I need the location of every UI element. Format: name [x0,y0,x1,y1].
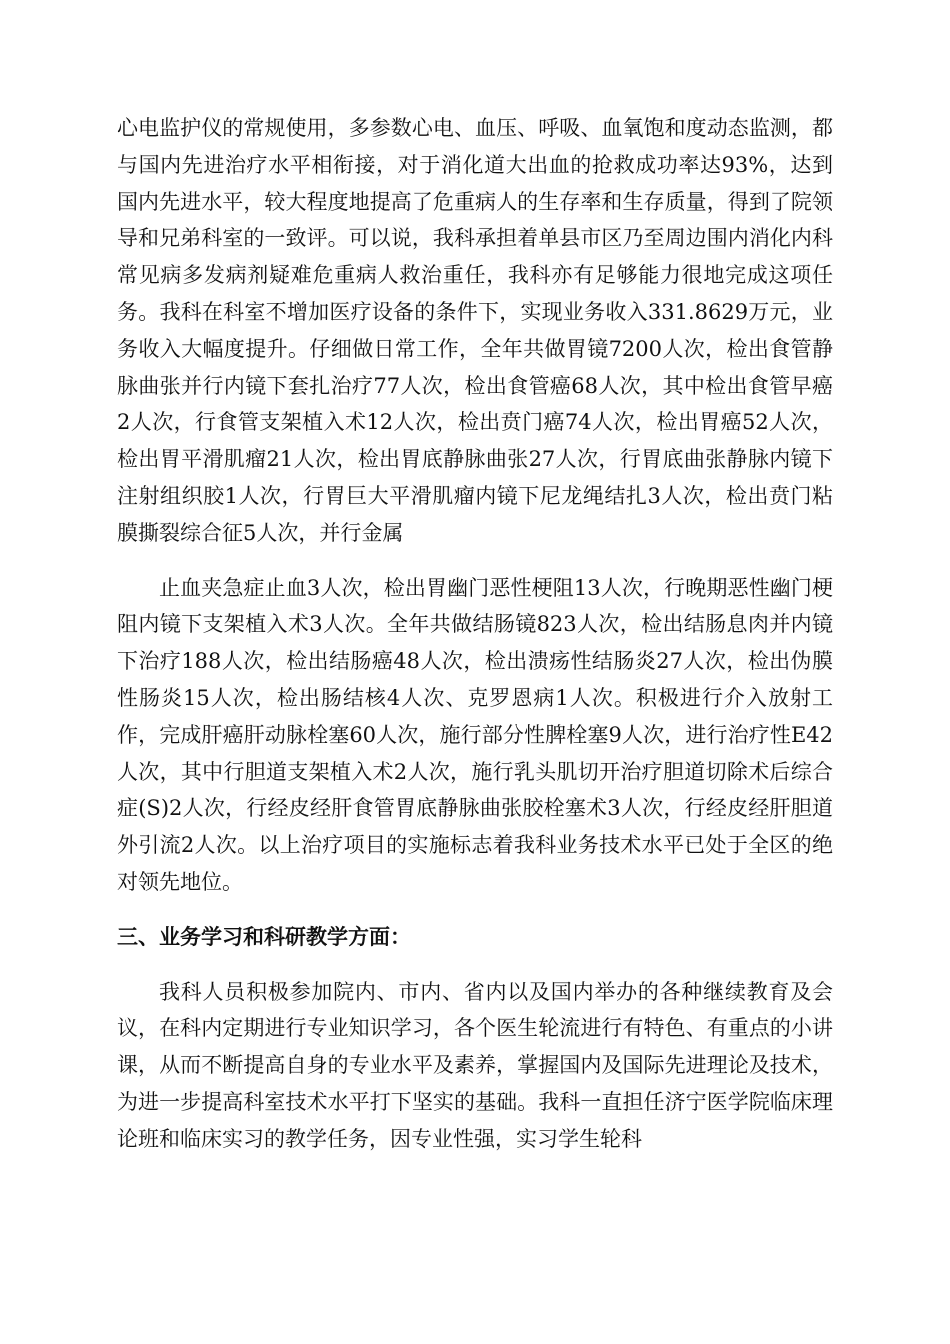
body-paragraph-2: 止血夹急症止血3人次，检出胃幽门恶性梗阻13人次，行晚期恶性幽门梗阻内镜下支架植入术3人次。全年共做结肠镜823人次，检出结肠息肉并内镜下治疗188人次，检出结肠癌48人次，检出溃疡性结肠炎27人次，检出伪膜性肠炎15人次，检出肠结核4人次、克罗恩病1人次。积极进行介入放射工作，完成肝癌肝动脉栓塞60人次，施行部分性脾栓塞9人次，进行治疗性E42人次，其中行胆道支架植入术2人次，施行乳头肌切开治疗胆道切除术后综合症(S)2人次，行经皮经肝食管胃底静脉曲张胶栓塞术3人次，行经皮经肝胆道外引流2人次。以上治疗项目的实施标志着我科业务技术水平已处于全区的绝对领先地位。 [117,575,833,894]
section-heading: 三、业务学习和科研教学方面： [117,924,411,949]
body-paragraph-3: 我科人员积极参加院内、市内、省内以及国内举办的各种继续教育及会议，在科内定期进行专业知识学习，各个医生轮流进行有特色、有重点的小讲课，从而不断提高自身的专业水平及素养，掌握国内及国际先进理论及技术，为进一步提高科室技术水平打下坚实的基础。我科一直担任济宁医学院临床理论班和临床实习的教学任务，因专业性强，实习学生轮科 [117,979,833,1151]
document-page [117,110,833,1158]
body-paragraph-1: 心电监护仪的常规使用，多参数心电、血压、呼吸、血氧饱和度动态监测，都与国内先进治疗水平相衔接，对于消化道大出血的抢救成功率达93%，达到国内先进水平，较大程度地提高了危重病人的生存率和生存质量，得到了院领导和兄弟科室的一致评。可以说，我科承担着单县市区乃至周边围内消化内科常见病多发病剂疑难危重病人救治重任，我科亦有足够能力很地完成这项任务。我科在科室不增加医疗设备的条件下，实现业务收入331.8629万元，业务收入大幅度提升。仔细做日常工作，全年共做胃镜7200人次，检出食管静脉曲张并行内镜下套扎治疗77人次，检出食管癌68人次，其中检出食管早癌2人次，行食管支架植入术12人次，检出贲门癌74人次，检出胃癌52人次，检出胃平滑肌瘤21人次，检出胃底静脉曲张27人次，行胃底曲张静脉内镜下注射组织胶1人次，行胃巨大平滑肌瘤内镜下尼龙绳结扎3人次，检出贲门粘膜撕裂综合征5人次，并行金属 [117,116,833,545]
